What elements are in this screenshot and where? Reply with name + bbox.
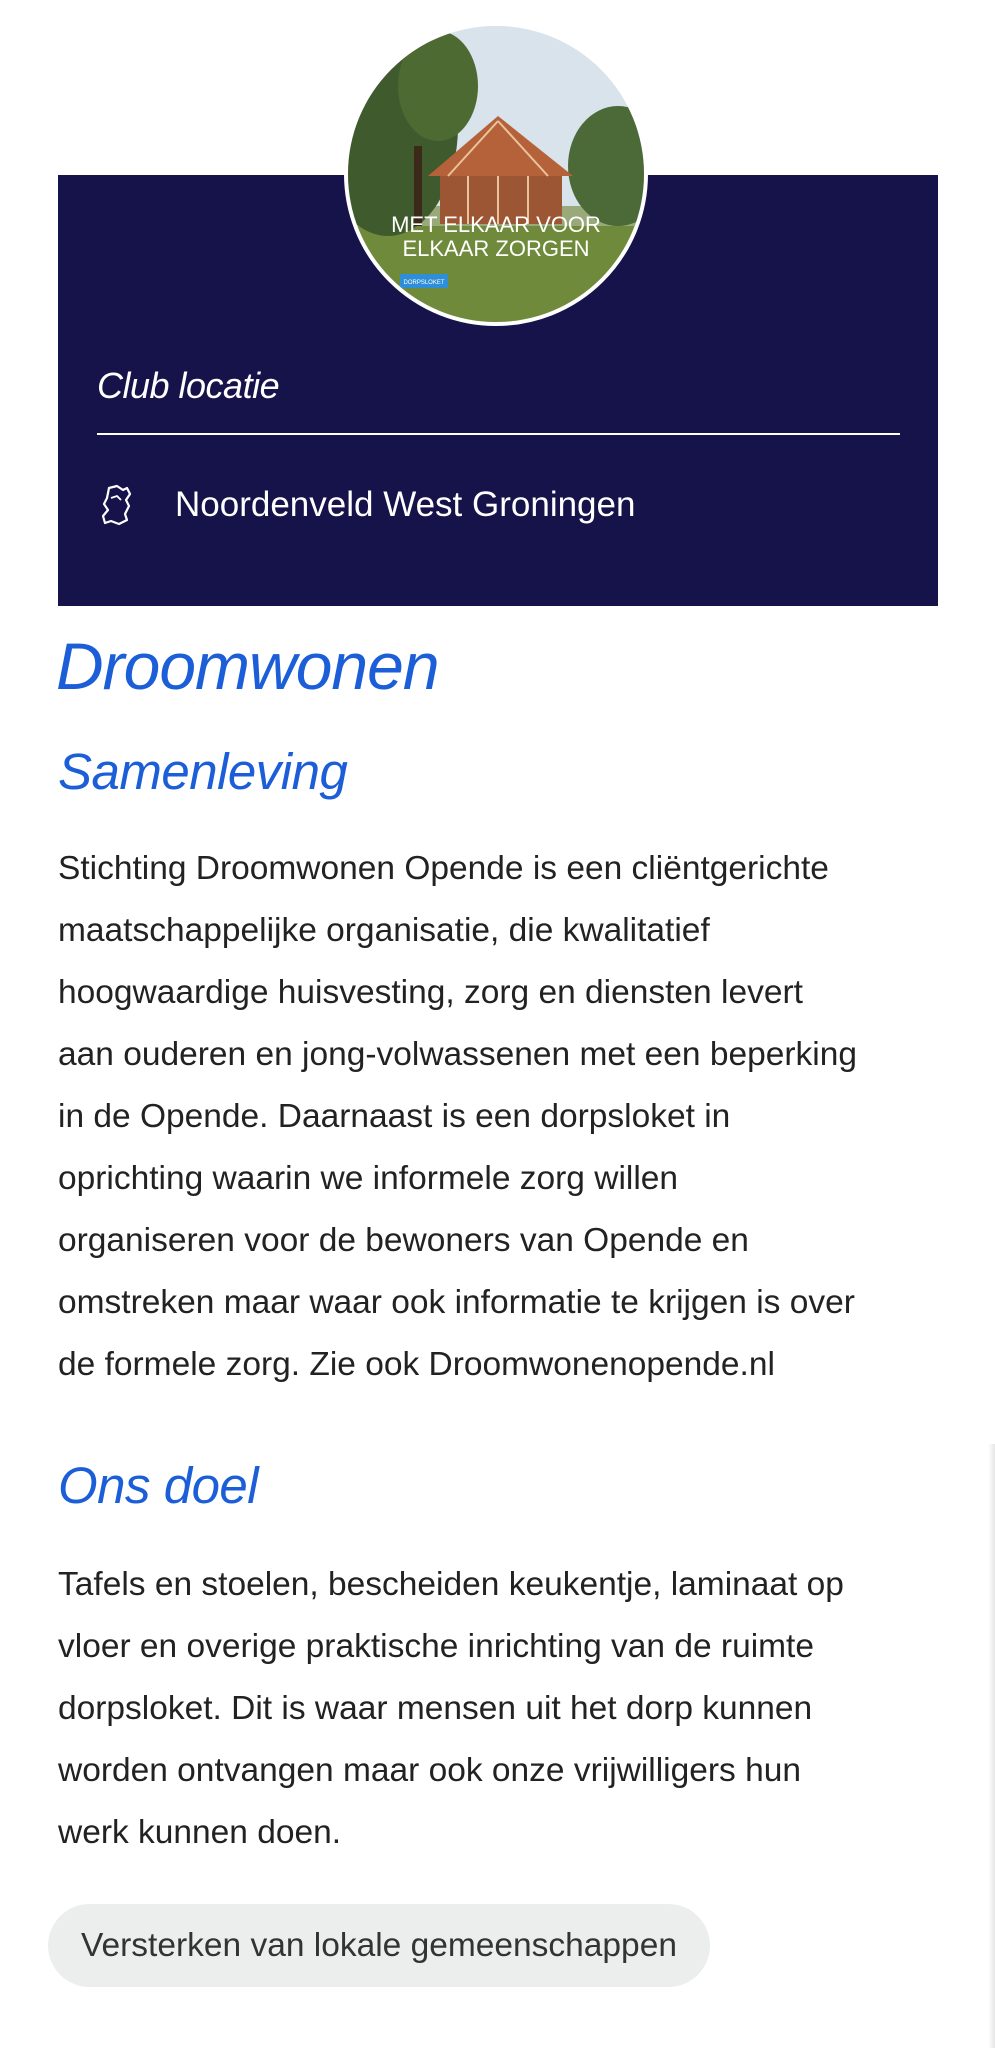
section-body-ons-doel bbox=[58, 1554, 938, 1864]
province-map-icon bbox=[97, 484, 137, 526]
image-overlay-line1: MET ELKAAR VOOR bbox=[391, 212, 601, 237]
paragraph-line: werk kunnen doen. bbox=[58, 1814, 342, 1851]
scrollbar[interactable] bbox=[988, 1444, 995, 2048]
paragraph-line: worden ontvangen maar ook onze vrijwilligers hun bbox=[58, 1752, 801, 1789]
paragraph-line: omstreken maar waar ook informatie te krijgen is over bbox=[58, 1284, 855, 1321]
section-heading-samenleving: Samenleving bbox=[58, 743, 348, 800]
club-location-label: Club locatie bbox=[97, 365, 280, 406]
paragraph-line: Stichting Droomwonen Opende is een cliëntgerichte bbox=[58, 850, 829, 887]
location-row bbox=[97, 480, 635, 530]
paragraph-line: de formele zorg. Zie ook Droomwonenopende.nl bbox=[58, 1346, 775, 1383]
page-title: Droomwonen bbox=[56, 629, 439, 703]
paragraph-line: vloer en overige praktische inrichting van de ruimte bbox=[58, 1628, 814, 1665]
location-name: Noordenveld West Groningen bbox=[175, 485, 636, 524]
paragraph-line: oprichting waarin we informele zorg willen bbox=[58, 1160, 679, 1197]
paragraph-line: aan ouderen en jong-volwassenen met een beperking bbox=[58, 1036, 857, 1073]
image-badge: DORPSLOKET bbox=[403, 280, 445, 286]
tag-chip-versterken-lokale-gemeenschappen[interactable]: Versterken van lokale gemeenschappen bbox=[48, 1904, 710, 1987]
paragraph-line: Tafels en stoelen, bescheiden keukentje, laminaat op bbox=[58, 1566, 844, 1603]
club-avatar bbox=[344, 22, 648, 326]
image-overlay-line2: ELKAAR ZORGEN bbox=[402, 236, 590, 261]
section-heading-ons-doel: Ons doel bbox=[58, 1457, 259, 1514]
paragraph-line: organiseren voor de bewoners van Opende en bbox=[58, 1222, 749, 1259]
paragraph-line: maatschappelijke organisatie, die kwalitatief bbox=[58, 912, 710, 949]
paragraph-line: hoogwaardige huisvesting, zorg en diensten levert bbox=[58, 974, 803, 1011]
paragraph-line: in de Opende. Daarnaast is een dorpsloket in bbox=[58, 1098, 731, 1135]
paragraph-line: dorpsloket. Dit is waar mensen uit het dorp kunnen bbox=[58, 1690, 813, 1727]
section-body-samenleving bbox=[58, 838, 938, 1396]
club-card-divider bbox=[97, 433, 900, 435]
